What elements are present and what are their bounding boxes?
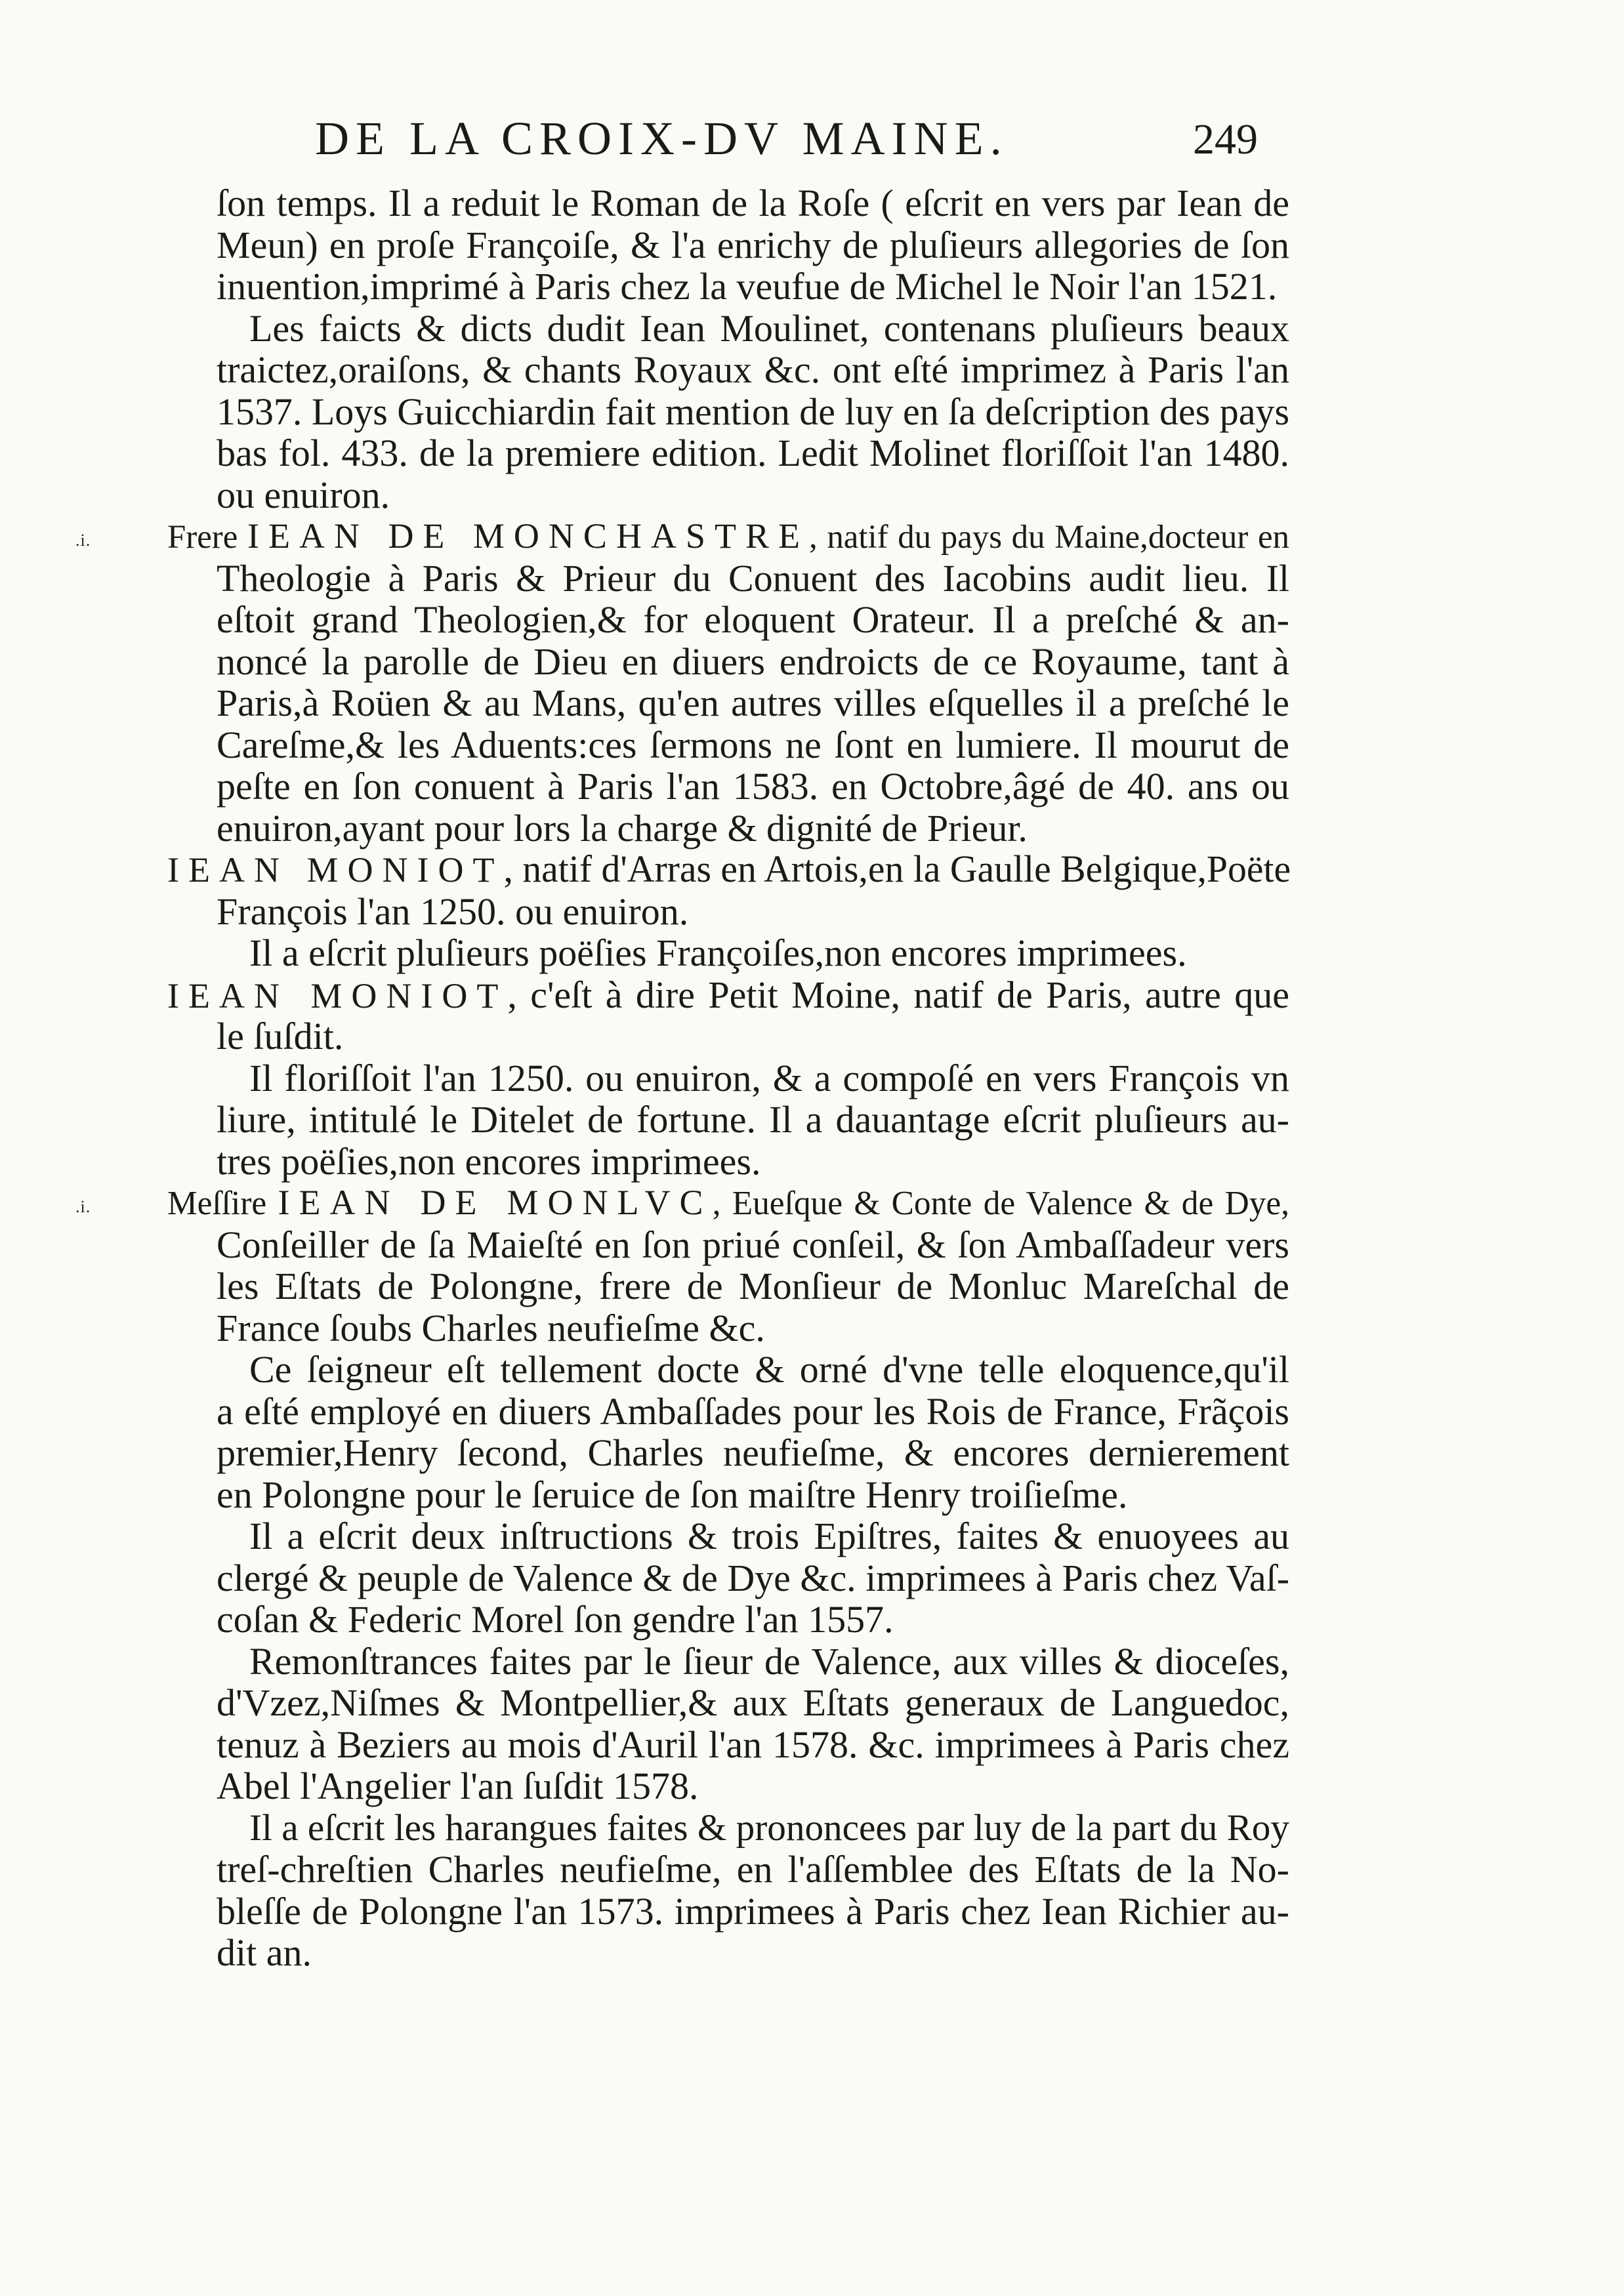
line-text: premier,Henry ſecond, Charles neufieſme, & encores dernierement bbox=[217, 1431, 1289, 1474]
entry-monluc bbox=[75, 1182, 1290, 1974]
text-line bbox=[167, 1557, 1289, 1599]
line-text: enuiron,ayant pour lors la charge & dignité de Prieur. bbox=[217, 806, 1028, 850]
text-line bbox=[167, 558, 1289, 600]
text-line bbox=[167, 1349, 1289, 1391]
line-text: Careſme,& les Aduents:ces ſermons ne ſont en lumiere. Il mourut de bbox=[217, 723, 1289, 766]
line-text: Les faicts & dicts dudit Iean Moulinet, contenans pluſieurs beaux bbox=[249, 306, 1289, 350]
name-prefix: Frere bbox=[167, 518, 247, 555]
line-text: peſte en ſon conuent à Paris l'an 1583. en Octobre,âgé de 40. ans ou bbox=[217, 765, 1289, 808]
text-line bbox=[167, 349, 1289, 391]
line-text: Abel l'Angelier l'an ſuſdit 1578. bbox=[217, 1765, 699, 1807]
author-name: IEAN DE MONLVC bbox=[278, 1183, 713, 1222]
text-line bbox=[167, 766, 1289, 808]
line-text: le ſuſdit. bbox=[217, 1015, 344, 1057]
entry-moniot-paris bbox=[167, 974, 1289, 1183]
line-text: Il floriſſoit l'an 1250. ou enuiron, & a compoſé en vers François vn bbox=[249, 1056, 1289, 1099]
margin-mark: .i. bbox=[75, 531, 91, 550]
author-name: IEAN MONIOT bbox=[167, 975, 508, 1015]
line-text: noncé la parolle de Dieu en diuers endroicts de ce Royaume, tant à bbox=[217, 640, 1289, 683]
line-text: Meun) en proſe Françoiſe, & l'a enrichy de pluſieurs allegories de ſon bbox=[217, 223, 1289, 266]
line-text: ou enuiron. bbox=[217, 473, 390, 516]
entry-molinet-faicts bbox=[167, 308, 1289, 516]
text-line bbox=[167, 308, 1289, 350]
text-line bbox=[167, 1391, 1289, 1433]
text-line bbox=[167, 849, 1289, 891]
text-line bbox=[167, 1682, 1289, 1724]
line-text: Theologie à Paris & Prieur du Conuent des Iacobins audit lieu. Il bbox=[217, 556, 1289, 600]
line-text: coſan & Federic Morel ſon gendre l'an 1557. bbox=[217, 1598, 894, 1641]
text-line bbox=[167, 1224, 1289, 1266]
text-line bbox=[167, 1141, 1289, 1183]
author-name: IEAN MONIOT bbox=[167, 850, 504, 890]
text-line bbox=[167, 1474, 1289, 1516]
line-text: treſ-chreſtien Charles neufieſme, en l'aſſemblee des Eſtats de la No- bbox=[217, 1848, 1289, 1891]
text-line bbox=[167, 1807, 1289, 1849]
line-text: François l'an 1250. ou enuiron. bbox=[217, 890, 689, 933]
text-line bbox=[167, 432, 1289, 474]
text-line bbox=[167, 724, 1289, 766]
line-text: Conſeiller de ſa Maieſté en ſon priué conſeil, & ſon Ambaſſadeur vers bbox=[217, 1223, 1289, 1266]
text-line bbox=[167, 1515, 1289, 1557]
text-line bbox=[167, 1307, 1289, 1349]
name-prefix: Meſſire bbox=[167, 1185, 278, 1222]
line-text: eſtoit grand Theologien,& for eloquent Orateur. Il a preſché & an- bbox=[217, 598, 1289, 641]
body-text bbox=[75, 182, 1291, 1974]
text-line bbox=[167, 1849, 1289, 1891]
text-line bbox=[167, 932, 1289, 974]
text-line bbox=[75, 1182, 1290, 1224]
text-line bbox=[167, 599, 1289, 641]
entry-molinet-cont bbox=[167, 182, 1289, 308]
text-line bbox=[167, 891, 1289, 933]
author-name: IEAN DE MONCHASTRE bbox=[247, 516, 809, 556]
text-line bbox=[167, 974, 1289, 1016]
line-text: inuention,imprimé à Paris chez la veufue de Michel le Noir l'an 1521. bbox=[217, 265, 1278, 308]
text-line bbox=[167, 266, 1289, 308]
line-text: tenuz à Beziers au mois d'Auril l'an 1578. &c. imprimees à Paris chez bbox=[217, 1723, 1289, 1766]
line-text: 1537. Loys Guicchiardin fait mention de luy en ſa deſcription des pays bbox=[217, 390, 1289, 433]
line-text: , c'eſt à dire Petit Moine, natif de Paris, autre que bbox=[507, 973, 1290, 1016]
text-line bbox=[167, 1724, 1289, 1766]
text-line bbox=[75, 516, 1289, 558]
text-line bbox=[167, 1891, 1289, 1933]
text-line bbox=[167, 1015, 1289, 1057]
line-text: tres poëſies,non encores imprimees. bbox=[217, 1139, 761, 1183]
margin-mark: .i. bbox=[75, 1197, 91, 1216]
entry-moniot-arras bbox=[167, 849, 1289, 974]
text-line bbox=[167, 182, 1289, 224]
line-text: Il a eſcrit les harangues faites & prononcees par luy de la part du Roy bbox=[249, 1807, 1289, 1849]
entry-monchastre bbox=[75, 516, 1289, 850]
line-text: les Eſtats de Polongne, frere de Monſieur de Monluc Mareſchal de bbox=[217, 1265, 1289, 1307]
line-text: , Eueſque & Conte de Valence & de Dye, bbox=[712, 1185, 1290, 1222]
line-text: , natif du pays du Maine,docteur en bbox=[808, 518, 1289, 555]
line-text: en Polongne pour le ſeruice de ſon maiſtre Henry troiſieſme. bbox=[217, 1473, 1128, 1516]
line-text: France ſoubs Charles neufieſme &c. bbox=[217, 1306, 765, 1349]
text-line bbox=[167, 682, 1289, 724]
line-text: Remonſtrances faites par le ſieur de Valence, aux villes & dioceſes, bbox=[249, 1639, 1289, 1683]
text-line bbox=[167, 1641, 1289, 1683]
line-text: Il a eſcrit deux inſtructions & trois Epiſtres, faites & enuoyees au bbox=[249, 1515, 1289, 1557]
line-text: , natif d'Arras en Artois,en la Gaulle Belgique,Poëte bbox=[503, 849, 1291, 890]
line-text: bleſſe de Polongne l'an 1573. imprimees à Paris chez Iean Richier au- bbox=[217, 1889, 1289, 1933]
text-line bbox=[167, 808, 1289, 850]
running-head: DE LA CROIX-DV MAINE. bbox=[315, 112, 1009, 165]
text-line bbox=[167, 1765, 1289, 1807]
line-text: ſon temps. Il a reduit le Roman de la Roſe ( eſcrit en vers par Iean de bbox=[217, 182, 1289, 224]
text-line bbox=[167, 391, 1289, 433]
text-line bbox=[167, 1265, 1289, 1307]
text-line bbox=[167, 1057, 1289, 1099]
text-line bbox=[167, 1599, 1289, 1641]
line-text: Ce ſeigneur eſt tellement docte & orné d'vne telle eloquence,qu'il bbox=[249, 1348, 1289, 1391]
text-line bbox=[167, 474, 1289, 516]
line-text: a eſté employé en diuers Ambaſſades pour les Rois de France, Frãçois bbox=[217, 1389, 1289, 1433]
line-text: Il a eſcrit pluſieurs poëſies Françoiſes,non encores imprimees. bbox=[249, 932, 1187, 974]
text-line bbox=[167, 641, 1289, 683]
text-line bbox=[167, 1932, 1289, 1974]
text-line bbox=[167, 1432, 1289, 1474]
line-text: traictez,oraiſons, & chants Royaux &c. ont eſté imprimez à Paris l'an bbox=[217, 348, 1289, 391]
text-line bbox=[167, 1099, 1289, 1141]
line-text: clergé & peuple de Valence & de Dye &c. imprimees à Paris chez Vaſ- bbox=[217, 1556, 1289, 1599]
text-line bbox=[167, 224, 1289, 266]
page-number: 249 bbox=[1193, 115, 1258, 163]
line-text: bas fol. 433. de la premiere edition. Ledit Molinet floriſſoit l'an 1480. bbox=[217, 432, 1289, 474]
line-text: Paris,à Roüen & au Mans, qu'en autres villes eſquelles il a preſché le bbox=[217, 682, 1289, 724]
line-text: liure, intitulé le Ditelet de fortune. Il a dauantage eſcrit pluſieurs au- bbox=[217, 1098, 1289, 1141]
line-text: d'Vzez,Niſmes & Montpellier,& aux Eſtats generaux de Languedoc, bbox=[217, 1681, 1289, 1724]
line-text: dit an. bbox=[217, 1931, 312, 1974]
